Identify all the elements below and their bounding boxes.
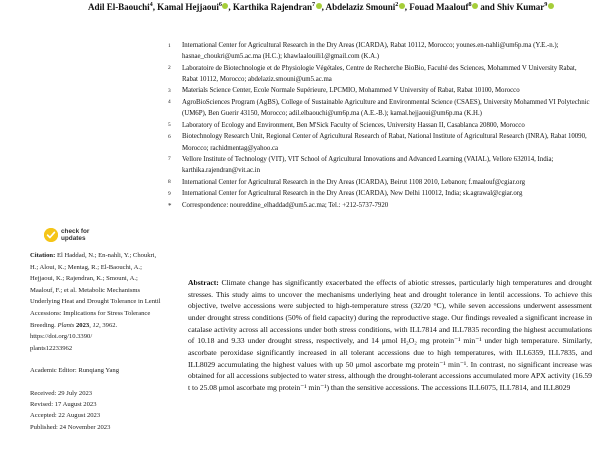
orcid-icon[interactable]: [222, 3, 228, 9]
author-affiliation-marker: 4: [149, 0, 153, 8]
affiliation-number: 4: [168, 99, 171, 106]
affiliation-text: Laboratoire de Biotechnologie et de Physiologie Végétales, Centre de Recherche BioBio, Faculté des Sciences, Mohammed V University Rabat, Rabat 10112, Morocco; abdelaziz.smouni@um5.ac.ma: [182, 64, 577, 83]
author-name: Shiv Kumar: [497, 2, 545, 12]
affiliation-item: [168, 63, 592, 86]
citation-doi-line2[interactable]: plants12233962: [30, 344, 73, 352]
affiliation-text: International Center for Agricultural Research in the Dry Areas (ICARDA), Rabat 10112, Morocco; younes.en-nahli@um6p.ma (Y.E.-n.); hasnae_choukri@um5.ac.ma (H.C.); khawlaalouili1@gmail.com (K.A.): [182, 42, 559, 61]
check-for-updates-line2: updates: [61, 235, 86, 242]
author-name: Abdelaziz Smouni: [325, 2, 396, 12]
author-affiliation-marker: 9: [544, 0, 548, 8]
affiliation-item: [168, 120, 592, 132]
orcid-icon[interactable]: [399, 3, 405, 9]
affiliation-number: 7: [168, 156, 171, 163]
citation-pages: 3962: [102, 321, 116, 329]
citation-year: 2023: [76, 321, 90, 329]
author-name: Kamal Hejjaoui: [157, 2, 219, 12]
date-accepted: Accepted: 22 August 2023: [30, 412, 101, 420]
academic-editor: Academic Editor: Runqiang Yang: [30, 367, 120, 375]
date-revised: Revised: 17 August 2023: [30, 401, 97, 409]
citation-volume: 12: [92, 321, 100, 329]
orcid-icon[interactable]: [548, 3, 554, 9]
orcid-icon[interactable]: [472, 3, 478, 9]
affiliation-number: 8: [168, 179, 171, 186]
check-for-updates-line1: check for: [61, 228, 90, 235]
author-affiliation-marker: 2: [395, 0, 399, 8]
affiliation-text: International Center for Agricultural Research in the Dry Areas (ICARDA), Beirut 1108 2010, Lebanon; f.maalouf@cgiar.org: [182, 178, 526, 186]
citation-label: Citation:: [30, 252, 56, 259]
abstract-label: Abstract:: [188, 278, 219, 287]
check-for-updates-label: [61, 228, 89, 242]
abstract-section: [188, 277, 592, 394]
date-received: Received: 29 July 2023: [30, 389, 93, 397]
affiliation-number: 1: [168, 42, 171, 49]
author-name: Adil El-Baouchi: [88, 2, 150, 12]
correspondence-text: Correspondence: noureddine_elhaddad@um5.ac.ma; Tel.: +212-5737-7920: [182, 202, 389, 210]
author-name: Fouad Maalouf: [409, 2, 469, 12]
author-name: Karthika Rajendran: [232, 2, 313, 12]
check-for-updates-badge[interactable]: [44, 228, 162, 242]
affiliation-number: 5: [168, 122, 171, 129]
affiliation-text: Vellore Institute of Technology (VIT), VIT School of Agricultural Innovations and Advanced Learning (VAIAL), Vellore 632014, India; karthika.rajendran@vit.ac.in: [182, 155, 554, 175]
affiliation-number: 2: [168, 65, 171, 72]
correspondence-item: [168, 200, 592, 212]
affiliation-text: AgroBioSciences Program (AgBS), College of Sustainable Agriculture and Environmental Science (CSAES), University Mohammed VI Polytechnic (UM6P), Ben Guerir 43150, Morocco; adil.elbaouchi@um6p.ma (A.E.-B.); kamal.hejjaoui@um6p.ma (K.H.): [182, 98, 590, 118]
affiliation-item: [168, 40, 592, 63]
affiliation-text: International Center for Agricultural Research in the Dry Areas (ICARDA), New Delhi 110012, India; sk.agrawal@cgiar.org: [182, 190, 523, 198]
author-conjunction: and: [480, 2, 495, 12]
affiliation-number: 9: [168, 190, 171, 197]
affiliation-number: 6: [168, 133, 171, 140]
citation-authors: El Haddad, N.; En-nahli, Y.; Choukri, H.; Aloui, K.; Mentag, R.; El-Baouchi, A.; Hejjaoui, K.; Rajendran, K.; Smouni, A.; Maalouf, F.; et al.: [30, 252, 157, 294]
affiliation-item: [168, 85, 592, 97]
correspondence-marker: *: [168, 202, 172, 211]
date-published: Published: 24 November 2023: [30, 423, 111, 431]
affiliation-item: [168, 188, 592, 200]
author-affiliation-marker: 7: [312, 0, 316, 8]
citation-doi-line1[interactable]: https://doi.org/10.3390/: [30, 333, 93, 341]
affiliation-item: [168, 131, 592, 154]
author-affiliation-marker: 6: [218, 0, 222, 8]
affiliation-text: Laboratory of Ecology and Environment, Ben M'Sick Faculty of Sciences, University Hassan II, Casablanca 20800, Morocco: [182, 121, 525, 129]
publication-dates: [30, 388, 162, 433]
checkmark-icon: [44, 228, 58, 242]
abstract-text: Climate change has significantly exacerbated the effects of abiotic stresses, particularly high temperatures and drought stresses. This study aims to uncover the mechanisms underlying heat and drought tolerance in lentil accessions. To achieve this objective, twelve accessions were subjected to high-temperature stress (32/20 °C), while seven accessions underwent assessment under drought stress conditions (50% of field capacity) during the reproductive stage. Our findings revealed a significant increase in catalase activity across all accessions under both stress conditions, with ILL7814 and ILL7835 recording the highest accumulations of 10.18 and 9.33 under drought stress, respectively, and 14 μmol H₂O₂ mg protein⁻¹ min⁻¹ under high temperature. Similarly, ascorbate peroxidase significantly increased in all tolerant accessions due to high temperatures, with ILL6359, ILL7835, and ILL8029 accumulating the highest values with up 50 μmol ascorbate mg protein⁻¹ min⁻¹. In contrast, no significant increase was obtained for all accessions subjected to water stress, although the drought-tolerant accessions accumulated more APX activity (16.59 t to 25.08 μmol ascorbate mg protein⁻¹ min⁻¹) than the sensitive accessions. The accessions ILL6075, ILL7814, and ILL8029: [188, 278, 592, 392]
author-affiliation-marker: 8: [468, 0, 472, 8]
affiliation-text: Biotechnology Research Unit, Regional Center of Agricultural Research of Rabat, National Institute of Agricultural Research (INRA), Rabat 10090, Morocco; rachidmentag@yahoo.ca: [182, 133, 587, 152]
citation-block: Citation: El Haddad, N.; En-nahli, Y.; Choukri, H.; Aloui, K.; Mentag, R.; El-Baouchi, A.; Hejjaoui, K.; Rajendran, K.; Smouni, A.; Maalouf, F.; et al. Metabolic Mechanisms Underlying Heat and Drought Tolerance in Lentil Accessions: Implications for Stress Tolerance Breeding. Plants 2023, 12, 3962. https://doi.org/10.3390/ plants12233962: [30, 250, 162, 354]
article-metadata-sidebar: [30, 228, 162, 433]
affiliation-item: [168, 154, 592, 177]
author-list: Adil El-Baouchi$^4$, Kamal Hejjaoui$^6$ , Karthika Rajendran$^7$ , Abdelaziz Smouni$^2$ , Fouad Maalouf$^8$ and Shiv Kumar$^9$: [88, 1, 566, 14]
citation-title: Metabolic Mechanisms Underlying Heat and Drought Tolerance in Lentil Accessions: Implications for Stress Tolerance Breeding.: [30, 286, 161, 329]
affiliation-number: 3: [168, 87, 171, 94]
orcid-icon[interactable]: [316, 3, 322, 9]
affiliation-text: Materials Science Center, Ecole Normale Supérieure, LPCMIO, Mohammed V University of Rabat, Rabat 10100, Morocco: [182, 87, 520, 95]
affiliation-item: [168, 97, 592, 120]
affiliation-item: [168, 177, 592, 189]
affiliation-list: [168, 40, 592, 212]
citation-journal: Plants: [57, 321, 75, 329]
